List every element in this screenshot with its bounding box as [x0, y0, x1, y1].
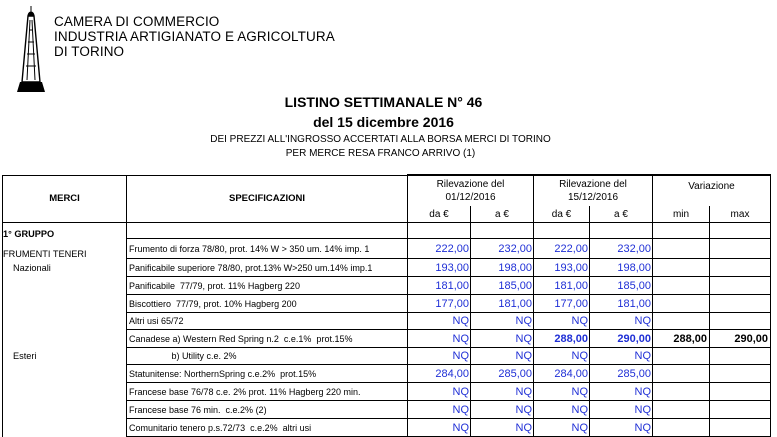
ril2-label: Rilevazione del [559, 179, 627, 190]
price-cell: NQ [534, 419, 590, 437]
price-cell: 193,00 [408, 259, 471, 277]
merci-cell [3, 313, 127, 330]
col-specificazioni: SPECIFICAZIONI [127, 175, 408, 223]
merci-cell [3, 401, 127, 419]
price-cell: NQ [590, 383, 653, 401]
price-cell: NQ [590, 419, 653, 437]
price-cell: NQ [471, 348, 534, 365]
price-cell [471, 223, 534, 239]
price-cell: NQ [408, 401, 471, 419]
price-cell: 181,00 [471, 295, 534, 313]
price-cell: 177,00 [408, 295, 471, 313]
merci-cell [3, 330, 127, 348]
specificazione-cell: b) Utility c.e. 2% [127, 348, 408, 365]
variazione-min-cell [653, 419, 710, 437]
col-a-2: a € [590, 206, 653, 223]
table-row [3, 383, 771, 401]
price-cell: NQ [408, 348, 471, 365]
listino-date: del 15 dicembre 2016 [313, 114, 454, 130]
variazione-min-cell [653, 277, 710, 295]
listino-title: LISTINO SETTIMANALE N° 46 [284, 94, 483, 110]
specificazione-cell: Altri usi 65/72 [127, 313, 408, 330]
table-header-row [3, 175, 771, 206]
ril1-date: 01/12/2016 [445, 192, 496, 203]
table-row [3, 365, 771, 383]
variazione-min-cell [653, 223, 710, 239]
merci-cell [3, 419, 127, 437]
price-cell: 181,00 [408, 277, 471, 295]
table-row [3, 239, 771, 259]
price-cell: 232,00 [590, 239, 653, 259]
variazione-label: Variazione [688, 181, 735, 192]
table-row [3, 419, 771, 437]
variazione-min-cell [653, 348, 710, 365]
price-cell: 284,00 [534, 365, 590, 383]
variazione-max-cell [710, 401, 771, 419]
price-cell: NQ [534, 401, 590, 419]
price-cell: 193,00 [534, 259, 590, 277]
specificazione-cell: Francese base 76 min. c.e.2% (2) [127, 401, 408, 419]
price-cell [534, 223, 590, 239]
price-cell: 285,00 [471, 365, 534, 383]
col-max: max [710, 206, 771, 223]
price-table [2, 174, 771, 437]
price-cell: NQ [471, 383, 534, 401]
variazione-min-cell [653, 401, 710, 419]
price-cell: NQ [408, 419, 471, 437]
merci-cell [3, 365, 127, 383]
variazione-max-cell [710, 259, 771, 277]
variazione-max-cell [710, 295, 771, 313]
variazione-max-cell [710, 383, 771, 401]
col-rilevazione-2 [534, 175, 653, 206]
price-cell [590, 223, 653, 239]
price-cell: NQ [408, 313, 471, 330]
subtitle-line-2: PER MERCE RESA FRANCO ARRIVO (1) [285, 148, 476, 159]
variazione-min-cell [653, 365, 710, 383]
ril2-date: 15/12/2016 [567, 192, 619, 203]
price-cell: NQ [408, 383, 471, 401]
price-cell: 185,00 [471, 277, 534, 295]
variazione-min-cell [653, 295, 710, 313]
col-min: min [653, 206, 710, 223]
price-cell: 198,00 [471, 259, 534, 277]
price-cell: NQ [590, 313, 653, 330]
variazione-min-cell [653, 259, 710, 277]
logo-icon [14, 6, 48, 92]
merci-cell [3, 277, 127, 295]
specificazione-cell [127, 223, 408, 239]
specificazione-cell: Panificabile superiore 78/80, prot.13% W>250 um.14% imp.1 [127, 259, 408, 277]
col-da-2: da € [534, 206, 590, 223]
merci-cell: Nazionali [3, 259, 127, 277]
table-row [3, 330, 771, 348]
variazione-max-cell [710, 223, 771, 239]
merci-cell: Esteri [3, 348, 127, 365]
price-cell: NQ [408, 330, 471, 348]
merci-cell [3, 295, 127, 313]
price-cell: 222,00 [534, 239, 590, 259]
price-cell: NQ [471, 419, 534, 437]
merci-cell: FRUMENTI TENERI [3, 239, 127, 259]
specificazione-cell: Frumento di forza 78/80, prot. 14% W > 350 um. 14% imp. 1 [127, 239, 408, 259]
col-a-1: a € [471, 206, 534, 223]
variazione-max-cell [710, 313, 771, 330]
variazione-max-cell [710, 239, 771, 259]
variazione-max-cell [710, 348, 771, 365]
table-row [3, 277, 771, 295]
specificazione-cell: Statunitense: NorthernSpring c.e.2% prot.15% [127, 365, 408, 383]
price-cell: 185,00 [590, 277, 653, 295]
org-line-3: DI TORINO [54, 44, 125, 59]
price-cell: 284,00 [408, 365, 471, 383]
variazione-max-cell [710, 277, 771, 295]
price-cell: NQ [590, 348, 653, 365]
col-merci: MERCI [3, 175, 127, 223]
price-cell: NQ [534, 313, 590, 330]
price-cell: 288,00 [534, 330, 590, 348]
variazione-min-cell [653, 313, 710, 330]
price-cell: NQ [471, 330, 534, 348]
variazione-max-cell [710, 419, 771, 437]
table-row [3, 348, 771, 365]
col-da-1: da € [408, 206, 471, 223]
price-cell: 285,00 [590, 365, 653, 383]
price-cell: NQ [534, 348, 590, 365]
price-cell: 177,00 [534, 295, 590, 313]
variazione-min-cell [653, 383, 710, 401]
merci-cell: 1° GRUPPO [3, 223, 127, 239]
price-cell: NQ [471, 401, 534, 419]
org-line-2: INDUSTRIA ARTIGIANATO E AGRICOLTURA [54, 29, 335, 44]
price-cell: 222,00 [408, 239, 471, 259]
specificazione-cell: Comunitario tenero p.s.72/73 c.e.2% altri usi [127, 419, 408, 437]
table-row [3, 223, 771, 239]
variazione-max-cell [710, 365, 771, 383]
variazione-max-cell: 290,00 [710, 330, 771, 348]
specificazione-cell: Biscottiero 77/79, prot. 10% Hagberg 200 [127, 295, 408, 313]
variazione-min-cell [653, 239, 710, 259]
price-cell: 290,00 [590, 330, 653, 348]
merci-cell [3, 383, 127, 401]
price-cell: 181,00 [534, 277, 590, 295]
price-cell [408, 223, 471, 239]
table-row [3, 259, 771, 277]
price-cell: 198,00 [590, 259, 653, 277]
price-cell: 181,00 [590, 295, 653, 313]
org-line-1: CAMERA DI COMMERCIO [54, 14, 220, 29]
specificazione-cell: Francese base 76/78 c.e. 2% prot. 11% Hagberg 220 min. [127, 383, 408, 401]
price-cell: 232,00 [471, 239, 534, 259]
specificazione-cell: Panificabile 77/79, prot. 11% Hagberg 220 [127, 277, 408, 295]
table-row [3, 295, 771, 313]
table-row [3, 313, 771, 330]
price-cell: NQ [534, 383, 590, 401]
col-rilevazione-1 [408, 175, 534, 206]
ril1-label: Rilevazione del [436, 179, 505, 190]
variazione-min-cell: 288,00 [653, 330, 710, 348]
subtitle-line-1: DEI PREZZI ALL'INGROSSO ACCERTATI ALLA BORSA MERCI DI TORINO [210, 134, 551, 145]
col-variazione [653, 175, 771, 206]
organization-name [54, 14, 335, 59]
price-cell: NQ [471, 313, 534, 330]
price-cell: NQ [590, 401, 653, 419]
specificazione-cell: Canadese a) Western Red Spring n.2 c.e.1% prot.15% [127, 330, 408, 348]
table-row [3, 401, 771, 419]
